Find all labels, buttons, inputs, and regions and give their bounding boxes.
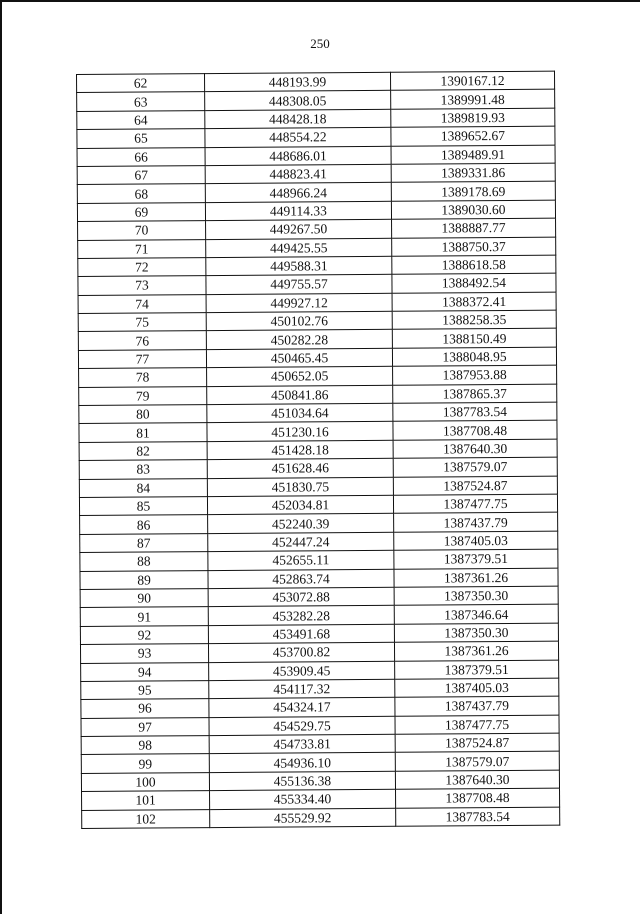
point-number-cell: 72 [78, 258, 206, 277]
y-coordinate-cell: 1387579.07 [395, 752, 559, 772]
x-coordinate-cell: 454529.75 [209, 716, 395, 736]
x-coordinate-cell: 454733.81 [209, 734, 395, 754]
x-coordinate-cell: 453072.88 [208, 587, 394, 607]
x-coordinate-cell: 448308.05 [205, 91, 391, 111]
x-coordinate-cell: 451230.16 [207, 422, 393, 442]
point-number-cell: 101 [82, 791, 210, 810]
point-number-cell: 85 [79, 497, 207, 516]
y-coordinate-cell: 1388372.41 [392, 292, 556, 312]
y-coordinate-cell: 1387379.51 [395, 660, 559, 680]
point-number-cell: 77 [78, 349, 206, 368]
y-coordinate-cell: 1388887.77 [392, 218, 556, 238]
point-number-cell: 76 [78, 331, 206, 350]
point-number-cell: 67 [77, 166, 205, 185]
y-coordinate-cell: 1388150.49 [392, 329, 556, 349]
table-row [82, 807, 560, 829]
page-number: 250 [310, 36, 330, 51]
y-coordinate-cell: 1387350.30 [394, 623, 558, 643]
x-coordinate-cell: 455529.92 [210, 808, 396, 828]
point-number-cell: 65 [77, 129, 205, 148]
y-coordinate-cell: 1387437.79 [395, 696, 559, 716]
x-coordinate-cell: 448686.01 [205, 146, 391, 166]
point-number-cell: 88 [80, 552, 208, 571]
y-coordinate-cell: 1388750.37 [392, 237, 556, 257]
point-number-cell: 74 [78, 294, 206, 313]
point-number-cell: 98 [81, 736, 209, 755]
point-number-cell: 97 [81, 717, 209, 736]
point-number-cell: 69 [77, 202, 205, 221]
x-coordinate-cell: 448966.24 [205, 183, 391, 203]
y-coordinate-cell: 1387640.30 [395, 770, 559, 790]
x-coordinate-cell: 448428.18 [205, 109, 391, 129]
x-coordinate-cell: 449425.55 [206, 238, 392, 258]
x-coordinate-cell: 450841.86 [207, 385, 393, 405]
point-number-cell: 87 [80, 533, 208, 552]
x-coordinate-cell: 452447.24 [208, 532, 394, 552]
point-number-cell: 102 [82, 809, 210, 828]
point-number-cell: 96 [81, 699, 209, 718]
y-coordinate-cell: 1387405.03 [395, 678, 559, 698]
point-number-cell: 83 [79, 460, 207, 479]
point-number-cell: 92 [80, 625, 208, 644]
y-coordinate-cell: 1388048.95 [392, 347, 556, 367]
y-coordinate-cell: 1387361.26 [394, 641, 558, 661]
y-coordinate-cell: 1389819.93 [391, 108, 555, 128]
y-coordinate-cell: 1387708.48 [396, 788, 560, 808]
x-coordinate-cell: 455334.40 [210, 790, 396, 810]
x-coordinate-cell: 449267.50 [206, 219, 392, 239]
point-number-cell: 73 [78, 276, 206, 295]
y-coordinate-cell: 1388258.35 [392, 310, 556, 330]
x-coordinate-cell: 453491.68 [208, 624, 394, 644]
y-coordinate-cell: 1387405.03 [394, 531, 558, 551]
x-coordinate-cell: 448193.99 [205, 72, 391, 92]
x-coordinate-cell: 449755.57 [206, 275, 392, 295]
y-coordinate-cell: 1387865.37 [393, 384, 557, 404]
point-number-cell: 75 [78, 313, 206, 332]
y-coordinate-cell: 1387953.88 [393, 365, 557, 385]
x-coordinate-cell: 453700.82 [208, 642, 394, 662]
x-coordinate-cell: 452034.81 [207, 495, 393, 515]
x-coordinate-cell: 453282.28 [208, 606, 394, 626]
y-coordinate-cell: 1390167.12 [390, 71, 554, 91]
x-coordinate-cell: 450282.28 [206, 330, 392, 350]
point-number-cell: 78 [79, 368, 207, 387]
x-coordinate-cell: 450652.05 [207, 367, 393, 387]
x-coordinate-cell: 450465.45 [206, 348, 392, 368]
point-number-cell: 81 [79, 423, 207, 442]
x-coordinate-cell: 451628.46 [207, 458, 393, 478]
y-coordinate-cell: 1387524.87 [395, 733, 559, 753]
point-number-cell: 71 [78, 239, 206, 258]
x-coordinate-cell: 449114.33 [205, 201, 391, 221]
x-coordinate-cell: 448823.41 [205, 164, 391, 184]
x-coordinate-cell: 450102.76 [206, 311, 392, 331]
x-coordinate-cell: 451830.75 [207, 477, 393, 497]
y-coordinate-cell: 1387640.30 [393, 439, 557, 459]
y-coordinate-cell: 1387477.75 [395, 715, 559, 735]
point-number-cell: 62 [77, 74, 205, 93]
y-coordinate-cell: 1389030.60 [391, 200, 555, 220]
point-number-cell: 100 [81, 772, 209, 791]
point-number-cell: 90 [80, 589, 208, 608]
x-coordinate-cell: 454324.17 [209, 698, 395, 718]
point-number-cell: 95 [81, 680, 209, 699]
point-number-cell: 68 [77, 184, 205, 203]
y-coordinate-cell: 1388618.58 [392, 255, 556, 275]
x-coordinate-cell: 451428.18 [207, 440, 393, 460]
x-coordinate-cell: 449588.31 [206, 256, 392, 276]
point-number-cell: 89 [80, 570, 208, 589]
y-coordinate-cell: 1387437.79 [394, 513, 558, 533]
y-coordinate-cell: 1388492.54 [392, 273, 556, 293]
x-coordinate-cell: 452240.39 [208, 514, 394, 534]
y-coordinate-cell: 1387361.26 [394, 568, 558, 588]
y-coordinate-cell: 1387477.75 [393, 494, 557, 514]
y-coordinate-cell: 1387708.48 [393, 421, 557, 441]
y-coordinate-cell: 1387524.87 [393, 476, 557, 496]
point-number-cell: 79 [79, 386, 207, 405]
y-coordinate-cell: 1387783.54 [396, 807, 560, 827]
point-number-cell: 63 [77, 92, 205, 111]
point-number-cell: 66 [77, 147, 205, 166]
coordinates-table-body [77, 71, 560, 828]
coordinates-table [76, 71, 560, 829]
y-coordinate-cell: 1389991.48 [391, 90, 555, 110]
point-number-cell: 80 [79, 405, 207, 424]
y-coordinate-cell: 1387579.07 [393, 457, 557, 477]
x-coordinate-cell: 453909.45 [209, 661, 395, 681]
y-coordinate-cell: 1389178.69 [391, 182, 555, 202]
x-coordinate-cell: 451034.64 [207, 403, 393, 423]
point-number-cell: 94 [81, 662, 209, 681]
x-coordinate-cell: 448554.22 [205, 127, 391, 147]
y-coordinate-cell: 1387379.51 [394, 549, 558, 569]
point-number-cell: 93 [80, 644, 208, 663]
point-number-cell: 99 [81, 754, 209, 773]
y-coordinate-cell: 1389652.67 [391, 126, 555, 146]
x-coordinate-cell: 449927.12 [206, 293, 392, 313]
point-number-cell: 86 [80, 515, 208, 534]
x-coordinate-cell: 452655.11 [208, 550, 394, 570]
x-coordinate-cell: 454936.10 [209, 753, 395, 773]
y-coordinate-cell: 1387350.30 [394, 586, 558, 606]
point-number-cell: 91 [80, 607, 208, 626]
point-number-cell: 70 [78, 221, 206, 240]
x-coordinate-cell: 455136.38 [209, 771, 395, 791]
y-coordinate-cell: 1387783.54 [393, 402, 557, 422]
point-number-cell: 84 [79, 478, 207, 497]
x-coordinate-cell: 454117.32 [209, 679, 395, 699]
y-coordinate-cell: 1389331.86 [391, 163, 555, 183]
point-number-cell: 82 [79, 441, 207, 460]
y-coordinate-cell: 1389489.91 [391, 145, 555, 165]
y-coordinate-cell: 1387346.64 [394, 604, 558, 624]
point-number-cell: 64 [77, 110, 205, 129]
x-coordinate-cell: 452863.74 [208, 569, 394, 589]
